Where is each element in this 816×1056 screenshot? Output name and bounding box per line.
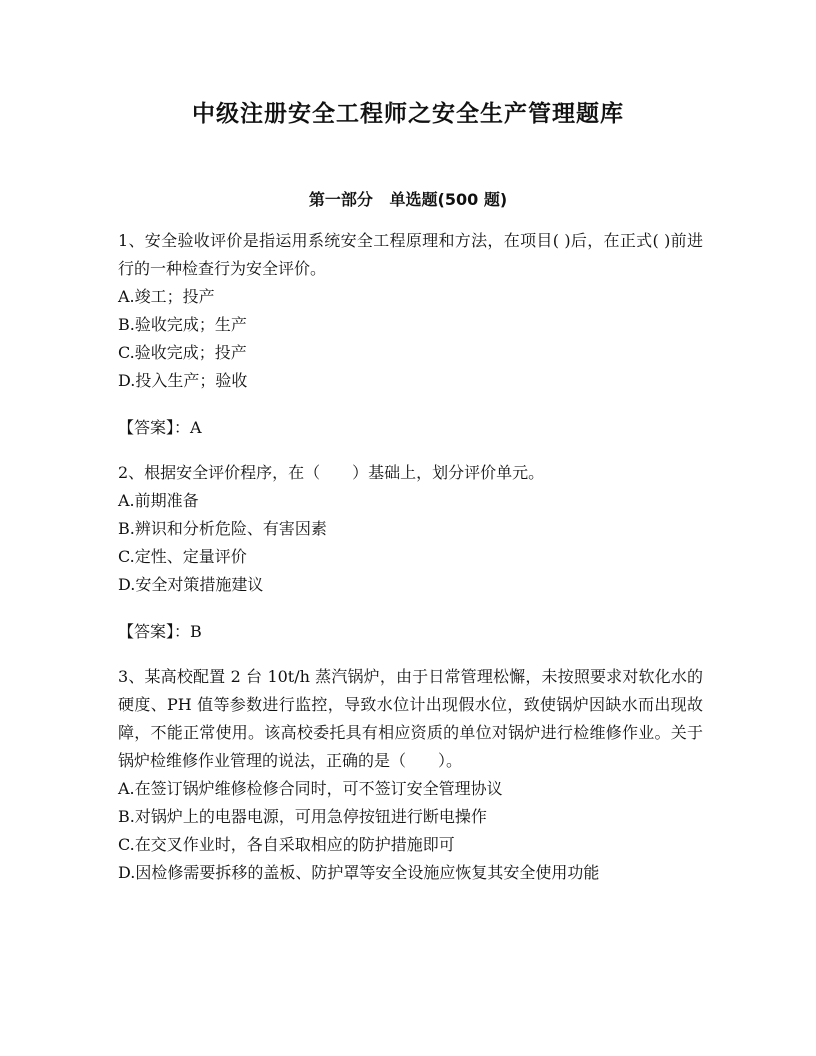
question-stem: 1、安全验收评价是指运用系统安全工程原理和方法，在项目( )后，在正式( )前进行的一种检查行为安全评价。: [118, 231, 703, 278]
document-title: 中级注册安全工程师之安全生产管理题库: [192, 101, 624, 127]
option-d: D.因检修需要拆移的盖板、防护罩等安全设施应恢复其安全使用功能: [118, 863, 600, 882]
question-list: [118, 227, 703, 887]
option-a: A.在签订锅炉维修检修合同时，可不签订安全管理协议: [118, 779, 503, 798]
option-b: B.验收完成；生产: [118, 315, 247, 334]
answer-line: 【答案】：B: [118, 622, 202, 641]
option-d: D.安全对策措施建议: [118, 575, 264, 594]
option-a: A.竣工；投产: [118, 287, 215, 306]
answer-line: 【答案】：A: [118, 418, 202, 437]
option-b: B.对锅炉上的电器电源，可用急停按钮进行断电操作: [118, 807, 487, 826]
option-b: B.辨识和分析危险、有害因素: [118, 519, 327, 538]
question-stem: 2、根据安全评价程序，在（ ）基础上，划分评价单元。: [118, 463, 545, 482]
section-heading: 第一部分 单选题(500 题): [308, 190, 508, 209]
question-2: [118, 459, 703, 646]
question-stem: 3、某高校配置 2 台 10t/h 蒸汽锅炉，由于日常管理松懈，未按照要求对软化水的硬度、PH 值等参数进行监控，导致水位计出现假水位，致使锅炉因缺水而出现故障，不能正常使用。该高校委托具有相应资质的单位对锅炉进行检维修作业。关于锅炉检维修作业管理的说法，正确的是（ ）。: [118, 667, 703, 770]
question-3: [118, 663, 703, 887]
question-1: [118, 227, 703, 442]
option-a: A.前期准备: [118, 491, 199, 510]
option-d: D.投入生产；验收: [118, 371, 248, 390]
option-c: C.定性、定量评价: [118, 547, 247, 566]
option-c: C.验收完成；投产: [118, 343, 247, 362]
option-c: C.在交叉作业时，各自采取相应的防护措施即可: [118, 835, 455, 854]
